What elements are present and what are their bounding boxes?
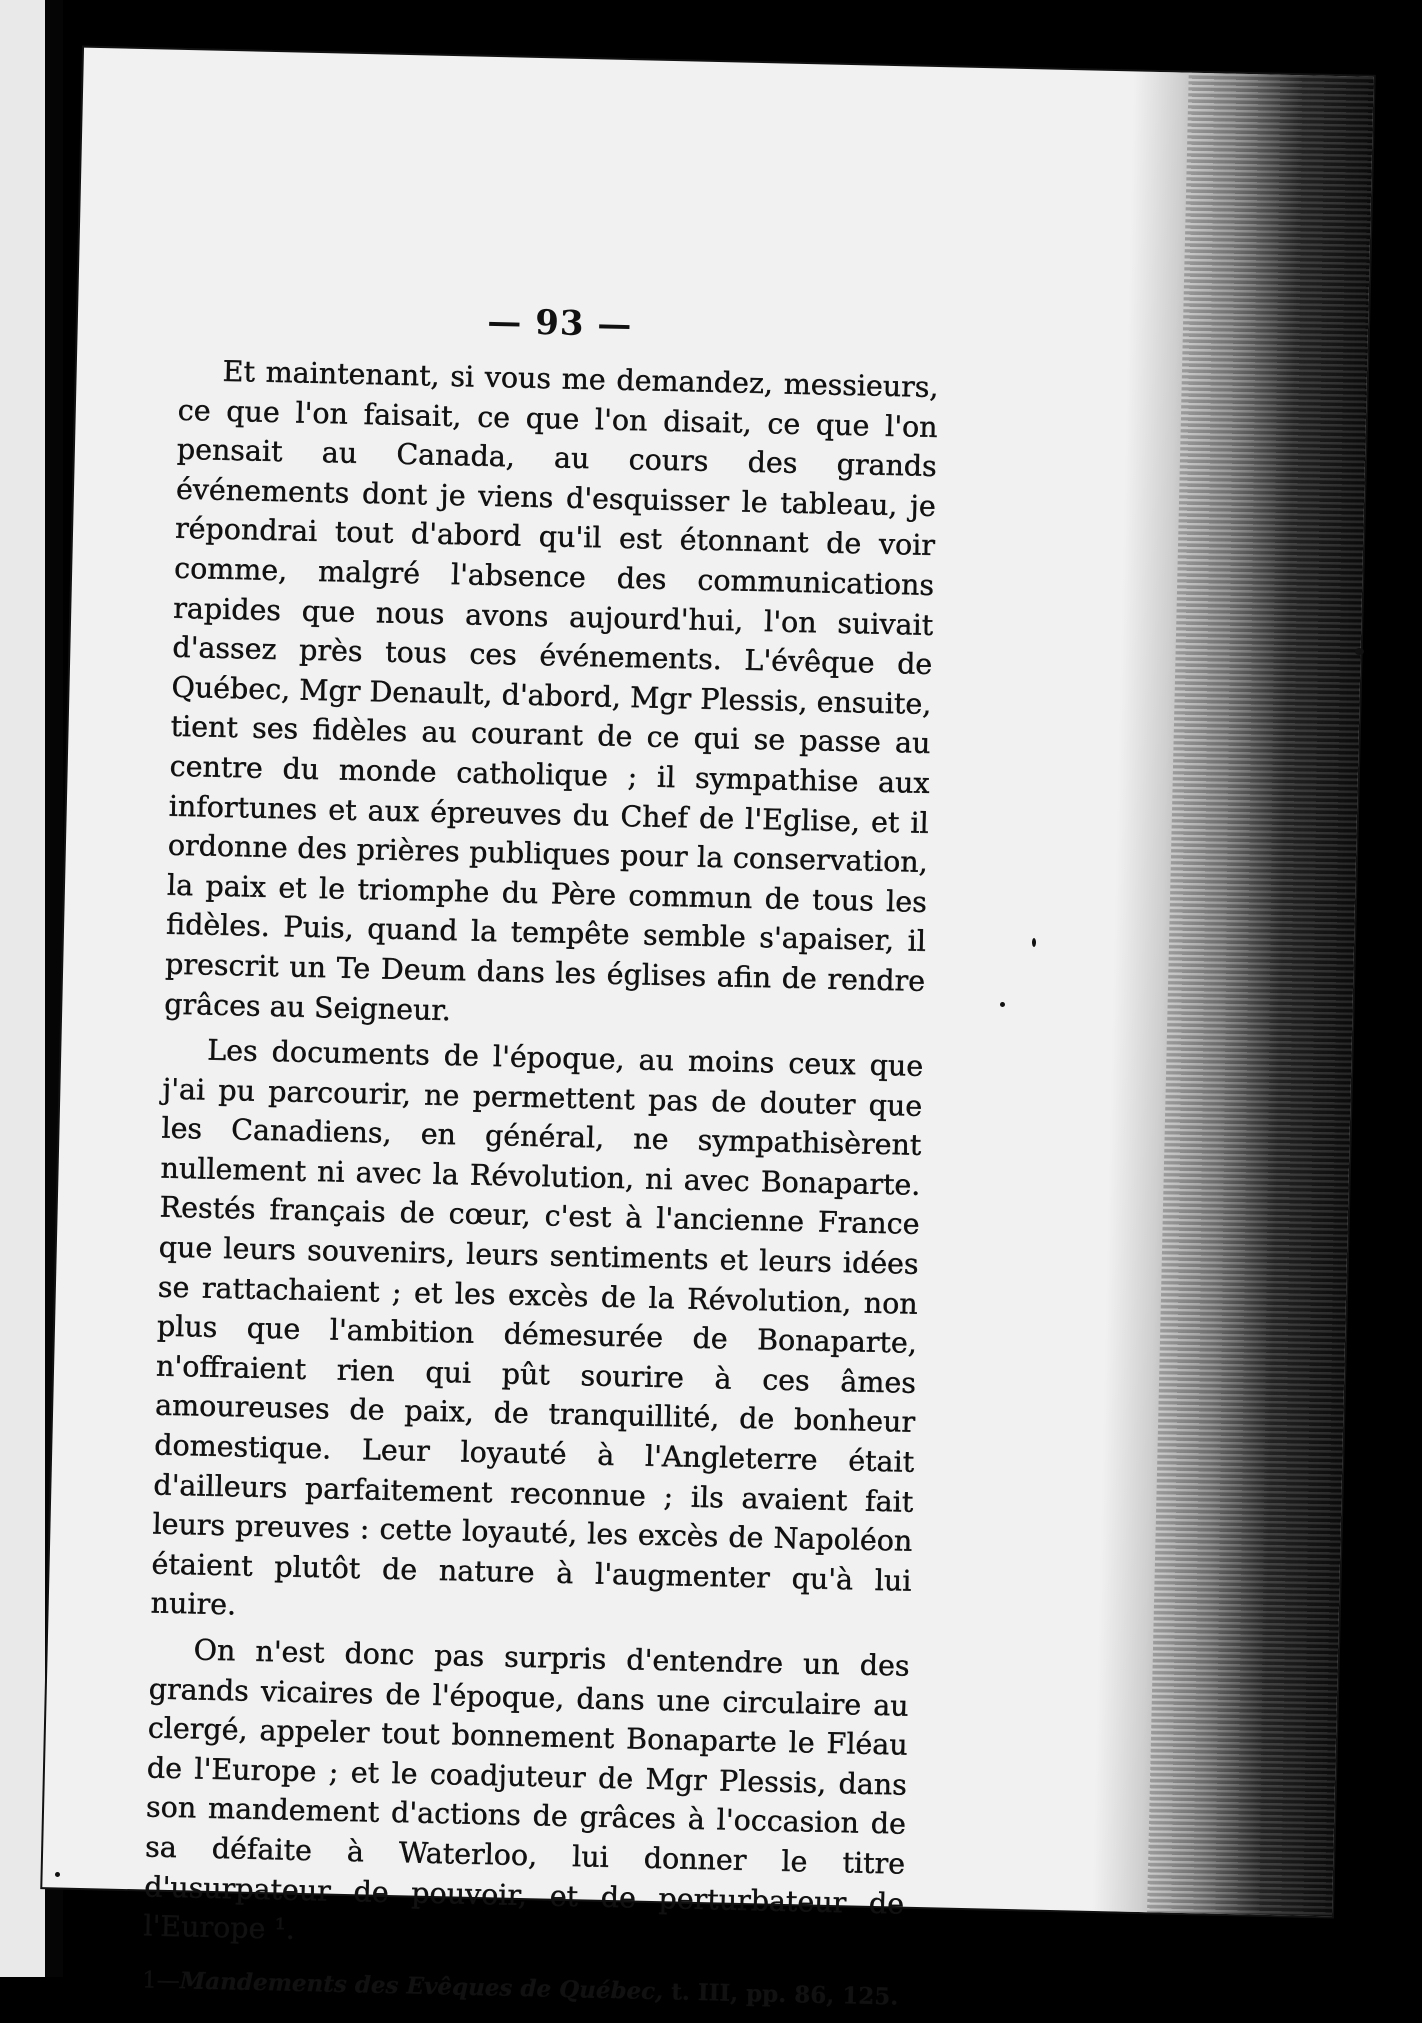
footnote-marker: 1—: [141, 1967, 181, 1995]
page-content: [142, 295, 940, 2014]
paragraph-2: Les documents de l'époque, au moins ceux que j'ai pu parcourir, ne permettent pas de douter que les Canadiens, en général, ne sympathisèrent nullement ni avec la Révolution, ni avec Bonaparte. Restés français de cœur, c'est à l'ancienne France que leurs souvenirs, leurs sentiments et leurs idées se rattachaient ; et les excès de la Révolution, non plus que l'ambition démesurée de Bonaparte, n'offraient rien qui pût sourire à ces âmes amoureuses de paix, de tranquillité, de bonheur domestique. Leur loyauté à l'Angleterre était d'ailleurs parfaitement reconnue ; ils avaient fait leurs preuves : cette loyauté, les excès de Napoléon étaient plutôt de nature à l'augmenter qu'à lui nuire.: [150, 1033, 924, 1622]
footnote-reference: t. III, pp. 86, 125.: [662, 1977, 899, 2011]
page-number: — 93 —: [486, 301, 633, 346]
previous-page-edge: [0, 0, 45, 1977]
footnote-title: Mandements des Evêques de Québec,: [179, 1967, 664, 2005]
scan-speck: [1355, 648, 1364, 655]
scan-speck: [1000, 1002, 1005, 1007]
book-page: [42, 48, 1373, 2011]
scan-speck: [1032, 938, 1036, 947]
scan-speck: [55, 1872, 60, 1877]
footnote: [142, 1964, 903, 2013]
paragraph-1: Et maintenant, si vous me demandez, messieurs, ce que l'on faisait, ce que l'on disait, ce que l'on pensait au Canada, au cours des grands événements dont je viens d'esquisser le tableau, je répondrai tout d'abord qu'il est étonnant de voir comme, malgré l'absence des communications rapides que nous avons aujourd'hui, l'on suivait d'assez près tous ces événements. L'évêque de Québec, Mgr Denault, d'abord, Mgr Plessis, ensuite, tient ses fidèles au courant de ce qui se passe au centre du monde catholique ; il sympathise aux infortunes et aux épreuves du Chef de l'Eglise, et il ordonne des prières publiques pour la conservation, la paix et le triomphe du Père commun de tous les fidèles. Puis, quand la tempête semble s'apaiser, il prescrit un Te Deum dans les églises afin de rendre grâces au Seigneur.: [163, 354, 939, 1027]
page-stack-edge: [1092, 71, 1374, 1916]
paragraph-3: On n'est donc pas surpris d'entendre un des grands vicaires de l'époque, dans une circulaire au clergé, appeler tout bonnement Bonaparte le Fléau de l'Europe ; et le coadjuteur de Mgr Plessis, dans son mandement d'actions de grâces à l'occasion de sa défaite à Waterloo, lui donner le titre d'usurpateur de pouvoir, et de perturbateur de l'Europe ¹.: [143, 1633, 910, 1947]
